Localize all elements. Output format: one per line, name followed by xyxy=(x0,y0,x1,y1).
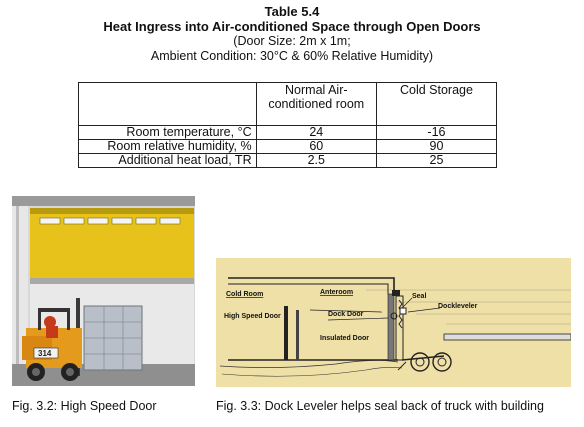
table-row xyxy=(79,154,497,168)
cell-cold: 25 xyxy=(376,154,496,168)
label-anteroom: Anteroom xyxy=(320,289,354,296)
figure-caption-high-speed-door: Fig. 3.2: High Speed Door xyxy=(12,399,157,413)
dock-leveler-diagram xyxy=(216,258,571,387)
label-dock-door: Dock Door xyxy=(328,311,364,318)
table-row xyxy=(79,140,497,154)
label-seal: Seal xyxy=(412,293,427,300)
table-subtitle-line1: (Door Size: 2m x 1m; xyxy=(233,34,351,48)
label-dockleveler: Dockleveler xyxy=(438,303,478,310)
heat-ingress-table xyxy=(78,82,497,168)
table-header-cold-storage: Cold Storage xyxy=(376,83,496,126)
table-header-row xyxy=(79,83,497,126)
label-insulated-door: Insulated Door xyxy=(320,335,370,342)
table-title: Heat Ingress into Air-conditioned Space through Open Doors xyxy=(103,19,481,34)
row-label: Room relative humidity, % xyxy=(79,140,257,154)
forklift-plate-text: 314 xyxy=(38,349,52,358)
table-subtitle-line2: Ambient Condition: 30°C & 60% Relative Humidity) xyxy=(150,49,434,63)
row-label: Room temperature, °C xyxy=(79,126,257,140)
cell-cold: 90 xyxy=(376,140,496,154)
table-number: Table 5.4 xyxy=(264,4,320,19)
table-header-blank xyxy=(79,83,257,126)
table-caption xyxy=(0,4,584,64)
figure-caption-dock-leveler: Fig. 3.3: Dock Leveler helps seal back of truck with building xyxy=(216,399,544,413)
cell-normal: 2.5 xyxy=(256,154,376,168)
cell-cold: -16 xyxy=(376,126,496,140)
label-cold-room: Cold Room xyxy=(226,291,264,298)
table-header-normal: Normal Air-conditioned room xyxy=(256,83,376,126)
table-row xyxy=(79,126,497,140)
label-high-speed-door: High Speed Door xyxy=(224,313,281,320)
cell-normal: 24 xyxy=(256,126,376,140)
high-speed-door-photo xyxy=(12,196,195,386)
row-label: Additional heat load, TR xyxy=(79,154,257,168)
cell-normal: 60 xyxy=(256,140,376,154)
